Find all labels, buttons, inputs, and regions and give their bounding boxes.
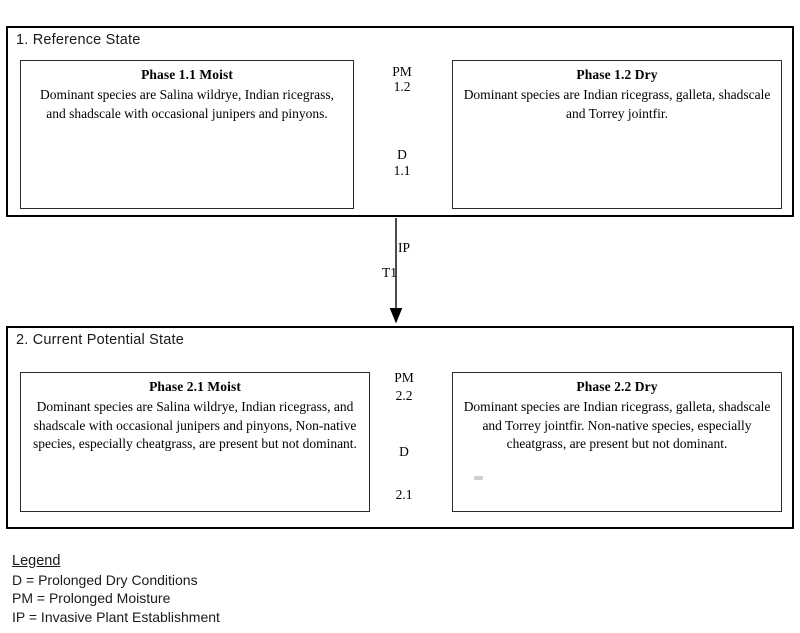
phase-box-1-2 bbox=[452, 60, 782, 209]
phase-box-2-1 bbox=[20, 372, 370, 512]
arrow-label-pm-number-2: 2.2 bbox=[395, 388, 413, 403]
phase-body-2-1: Dominant species are Salina wildrye, Indian ricegrass, and shadscale with occasional junipers and pinyons, Non-native species, especially cheatgrass, are present but not dominant. bbox=[33, 399, 357, 452]
arrow-label-pm-code-1: PM bbox=[392, 64, 412, 79]
phase-box-1-1 bbox=[20, 60, 354, 209]
legend-entry-pm: PM = Prolonged Moisture bbox=[12, 590, 171, 607]
arrow-label-pm-code-2: PM bbox=[394, 370, 414, 385]
state-box-reference bbox=[6, 26, 794, 217]
legend-entry-d: D = Prolonged Dry Conditions bbox=[12, 572, 198, 588]
scan-artifact bbox=[474, 476, 483, 480]
arrow-label-pm-number-1: 1.2 bbox=[393, 79, 411, 94]
phase-body-2-2: Dominant species are Indian ricegrass, galleta, shadscale and Torrey jointfir. Non-native species, especially cheatgrass, are present but not dominant. bbox=[463, 399, 771, 452]
state-title-current-potential: 2. Current Potential State bbox=[16, 332, 185, 348]
legend-title: Legend bbox=[12, 553, 61, 569]
arrow-label-d-number-2: 2.1 bbox=[395, 487, 413, 502]
state-title-reference: 1. Reference State bbox=[16, 32, 141, 48]
phase-body-1-1: Dominant species are Salina wildrye, Indian ricegrass, and shadscale with occasional junipers and pinyons. bbox=[40, 87, 334, 121]
phase-title-2-2: Phase 2.2 Dry bbox=[576, 379, 658, 394]
arrow-label-ip-code: IP bbox=[398, 240, 411, 255]
phase-box-2-2 bbox=[452, 372, 782, 512]
phase-title-1-2: Phase 1.2 Dry bbox=[576, 67, 658, 82]
arrow-label-t1-number: T1 bbox=[382, 265, 397, 280]
phase-title-1-1: Phase 1.1 Moist bbox=[141, 67, 233, 82]
legend-entry-ip: IP = Invasive Plant Establishment bbox=[12, 608, 220, 625]
legend bbox=[12, 553, 432, 626]
phase-body-1-2: Dominant species are Indian ricegrass, galleta, shadscale and Torrey jointfir. bbox=[463, 87, 771, 121]
arrow-label-d-code-1: D bbox=[397, 147, 407, 162]
arrow-label-d-code-2: D bbox=[399, 444, 409, 459]
phase-title-2-1: Phase 2.1 Moist bbox=[149, 379, 241, 394]
arrow-label-d-number-1: 1.1 bbox=[393, 163, 411, 178]
